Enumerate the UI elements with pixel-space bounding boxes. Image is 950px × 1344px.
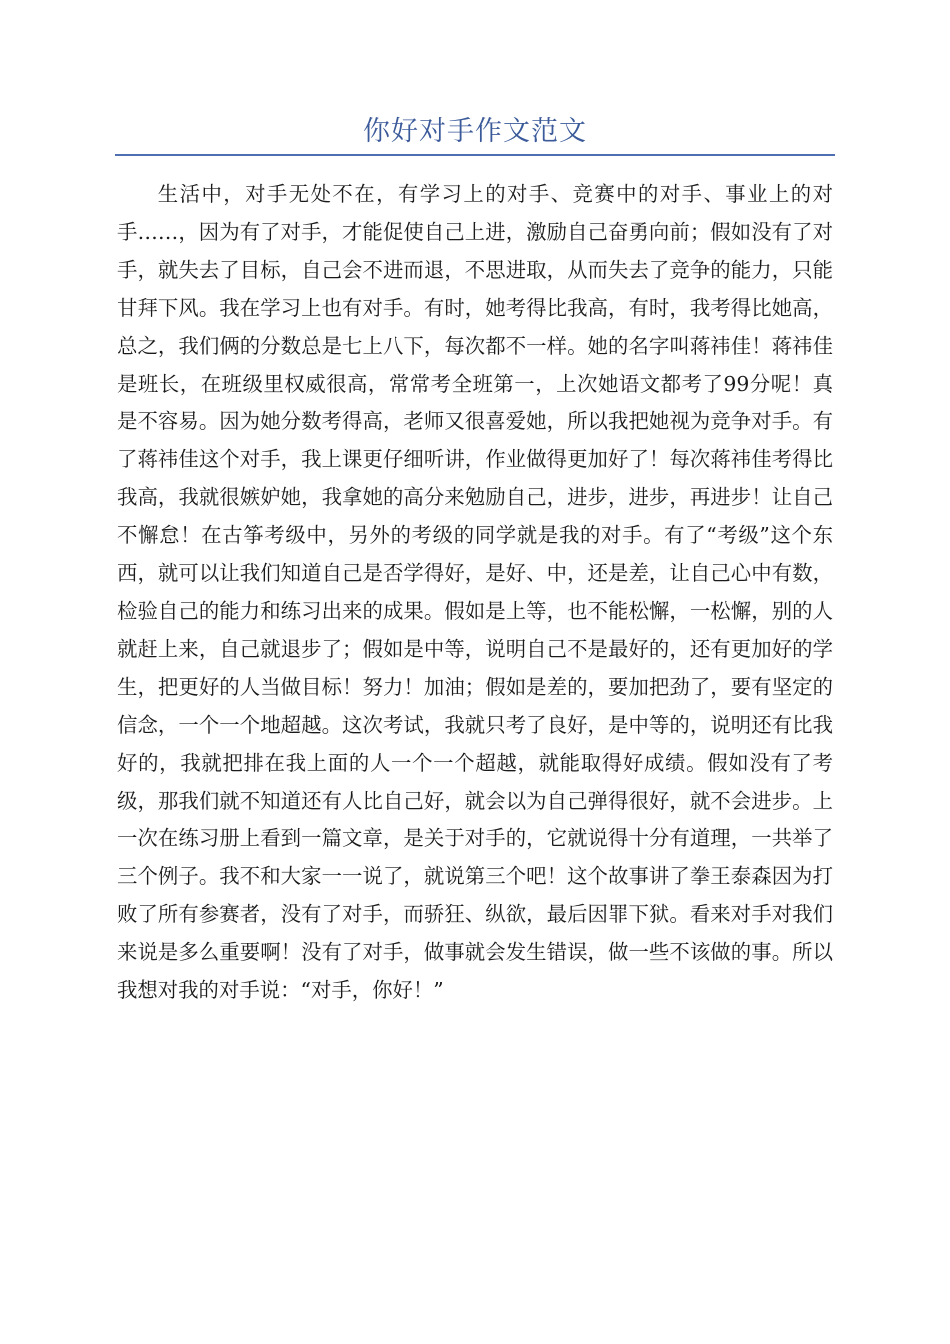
body-paragraph: 生活中，对手无处不在，有学习上的对手、竞赛中的对手、事业上的对手……，因为有了对手，才能促使自己上进，激励自己奋勇向前；假如没有了对手，就失去了目标，自己会不进而退，不思进取，从而失去了竞争的能力，只能甘拜下风。我在学习上也有对手。有时，她考得比我高，有时，我考得比她高，总之，我们俩的分数总是七上八下，每次都不一样。她的名字叫蒋祎佳！蒋祎佳是班长，在班级里权威很高，常常考全班第一，上次她语文都考了99分呢！真是不容易。因为她分数考得高，老师又很喜爱她，所以我把她视为竞争对手。有了蒋祎佳这个对手，我上课更仔细听讲，作业做得更加好了！每次蒋祎佳考得比我高，我就很嫉妒她，我拿她的高分来勉励自己，进步，进步，再进步！让自己不懈怠！在古筝考级中，另外的考级的同学就是我的对手。有了“考级”这个东西，就可以让我们知道自己是否学得好，是好、中，还是差，让自己心中有数，检验自己的能力和练习出来的成果。假如是上等，也不能松懈，一松懈，别的人就赶上来，自己就退步了；假如是中等，说明自己不是最好的，还有更加好的学生，把更好的人当做目标！努力！加油；假如是差的，要加把劲了，要有坚定的信念，一个一个地超越。这次考试，我就只考了良好，是中等的，说明还有比我好的，我就把排在我上面的人一个一个超越，就能取得好成绩。假如没有了考级，那我们就不知道还有人比自己好，就会以为自己弹得很好，就不会进步。上一次在练习册上看到一篇文章，是关于对手的，它就说得十分有道理，一共举了三个例子。我不和大家一一说了，就说第三个吧！这个故事讲了拳王泰森因为打败了所有参赛者，没有了对手，而骄狂、纵欲，最后因罪下狱。看来对手对我们来说是多么重要啊！没有了对手，做事就会发生错误，做一些不该做的事。所以我想对我的对手说：“对手，你好！” [117, 182, 833, 1003]
document-title: 你好对手作文范文 [363, 116, 587, 147]
title-underline [115, 154, 835, 156]
